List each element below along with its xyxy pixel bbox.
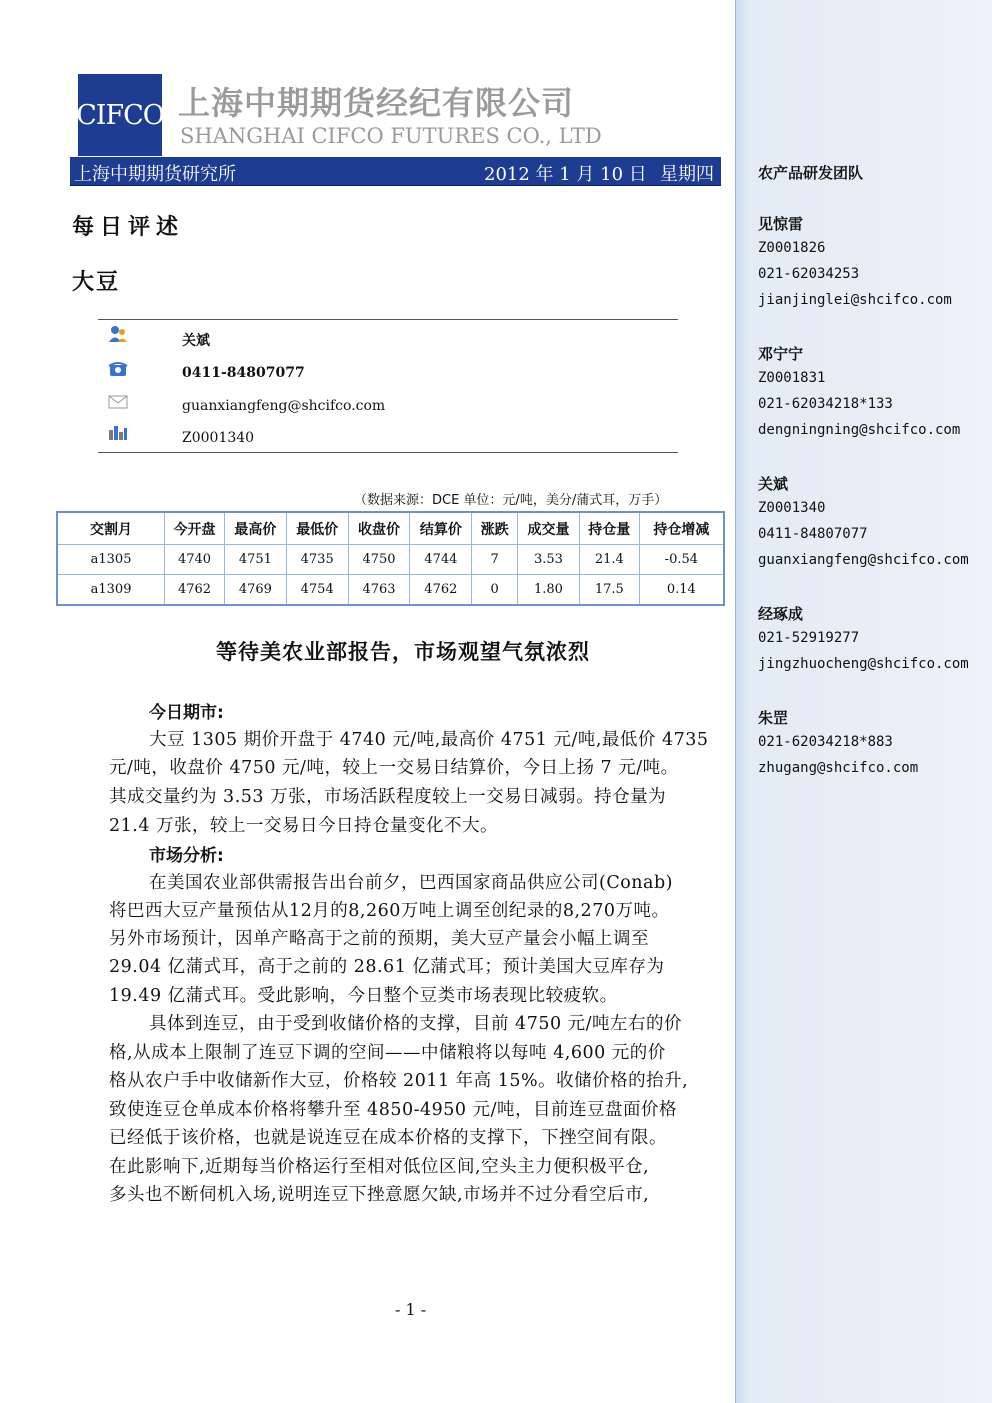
company-name-cn: 上海中期期货经纪有限公司 (178, 84, 575, 122)
license-icon (108, 424, 128, 440)
report-date: 2012 年 1 月 10 日 (484, 164, 647, 185)
table-cell: 4744 (410, 545, 472, 575)
team-member-phone: 021-62034218*133 (758, 396, 893, 412)
paragraph-line: 致使连豆仓单成本价格将攀升至 4850-4950 元/吨，目前连豆盘面价格 (109, 1100, 678, 1120)
table-cell: 4769 (224, 575, 286, 606)
table-cell: 3.53 (518, 545, 580, 575)
table-cell: 0.14 (639, 575, 724, 606)
table-cell: 4740 (165, 545, 225, 575)
paragraph-line: 具体到连豆，由于受到收储价格的支撑，目前 4750 元/吨左右的价 (149, 1014, 683, 1034)
table-cell: a1305 (57, 545, 165, 575)
team-member-name: 经琢成 (758, 605, 804, 623)
paragraph-line: 多头也不断伺机入场,说明连豆下挫意愿欠缺,市场并不过分看空后市, (109, 1185, 650, 1205)
paragraph-line: 格,从成本上限制了连豆下调的空间——中储粮将以每吨 4,600 元的价 (109, 1043, 666, 1063)
team-member-email[interactable]: guanxiangfeng@shcifco.com (758, 552, 969, 568)
table-header: 成交量 (518, 512, 580, 545)
table-row (57, 545, 724, 575)
team-member-phone: 021-62034218*883 (758, 734, 893, 750)
table-header-row (57, 512, 724, 545)
table-cell: 4735 (286, 545, 348, 575)
team-member-license: Z0001826 (758, 240, 826, 256)
paragraph-line: 19.49 亿蒲式耳。受此影响，今日整个豆类市场表现比较疲软。 (109, 986, 618, 1006)
team-member-email[interactable]: zhugang@shcifco.com (758, 760, 919, 776)
table-header: 持仓增减 (639, 512, 724, 545)
section-label-today: 今日期市: (149, 703, 224, 723)
table-cell: 7 (472, 545, 518, 575)
team-member-email[interactable]: jingzhuocheng@shcifco.com (758, 656, 969, 672)
table-cell: 4754 (286, 575, 348, 606)
table-header: 结算价 (410, 512, 472, 545)
article-headline: 等待美农业部报告，市场观望气氛浓烈 (216, 640, 590, 664)
table-cell: a1309 (57, 575, 165, 606)
paragraph-line: 21.4 万张，较上一交易日今日持仓量变化不大。 (109, 816, 499, 836)
table-cell: 4751 (224, 545, 286, 575)
table-cell: 21.4 (579, 545, 639, 575)
table-cell: 4750 (348, 545, 410, 575)
team-member-phone: 021-52919277 (758, 630, 860, 646)
research-team-sidebar (735, 0, 992, 1403)
team-member-phone: 0411-84807077 (758, 526, 868, 542)
company-name-en: SHANGHAI CIFCO FUTURES CO., LTD (180, 124, 602, 148)
contact-license: Z0001340 (182, 430, 255, 446)
data-source-note: （数据来源：DCE 单位：元/吨，美分/蒲式耳，万手） (354, 493, 668, 508)
paragraph-line: 格从农户手中收储新作大豆，价格较 2011 年高 15%。收储价格的抬升, (109, 1071, 689, 1091)
paragraph-line: 在美国农业部供需报告出台前夕，巴西国家商品供应公司(Conab) (149, 873, 673, 893)
contact-card-top-rule (98, 319, 678, 320)
team-member-email[interactable]: dengningning@shcifco.com (758, 422, 961, 438)
company-logo (78, 74, 162, 156)
table-header: 最低价 (286, 512, 348, 545)
contact-phone: 0411-84807077 (182, 365, 305, 381)
team-member-license: Z0001340 (758, 500, 826, 516)
table-cell: 4763 (348, 575, 410, 606)
report-title: 每日评述 (72, 214, 185, 240)
team-member-email[interactable]: jianjinglei@shcifco.com (758, 292, 952, 308)
team-member-license: Z0001831 (758, 370, 826, 386)
paragraph-line: 其成交量约为 3.53 万张，市场活跃程度较上一交易日减弱。持仓量为 (109, 787, 667, 807)
report-weekday: 星期四 (660, 164, 714, 185)
paragraph-line: 在此影响下,近期每当价格运行至相对低位区间,空头主力便积极平仓, (109, 1157, 650, 1177)
table-header: 今开盘 (165, 512, 225, 545)
logo-text: CIFCO (76, 99, 164, 131)
table-header: 涨跌 (472, 512, 518, 545)
table-cell: 17.5 (579, 575, 639, 606)
team-member-name: 关斌 (758, 475, 789, 493)
paragraph-line: 将巴西大豆产量预估从12月的8,260万吨上调至创纪录的8,270万吨。 (109, 901, 670, 921)
table-header: 持仓量 (579, 512, 639, 545)
section-label-analysis: 市场分析: (149, 846, 224, 866)
header-bar (70, 157, 721, 186)
email-icon (108, 394, 128, 410)
institute-name: 上海中期期货研究所 (74, 164, 236, 185)
team-member-phone: 021-62034253 (758, 266, 860, 282)
team-member-name: 朱罡 (758, 709, 789, 727)
contact-name: 关斌 (182, 333, 210, 349)
page-number: - 1 - (395, 1300, 427, 1319)
team-member-name: 见惊雷 (758, 215, 804, 233)
paragraph-line: 另外市场预计，因单产略高于之前的预期，美大豆产量会小幅上调至 (109, 929, 649, 949)
table-header: 交割月 (57, 512, 165, 545)
table-cell: 4762 (410, 575, 472, 606)
table-cell: 4762 (165, 575, 225, 606)
table-cell: 0 (472, 575, 518, 606)
table-header: 最高价 (224, 512, 286, 545)
table-header: 收盘价 (348, 512, 410, 545)
sidebar-title: 农产品研发团队 (758, 164, 864, 182)
paragraph-line: 已经低于该价格，也就是说连豆在成本价格的支撑下，下挫空间有限。 (109, 1128, 667, 1148)
contact-card-bottom-rule (98, 452, 678, 453)
person-icon (108, 324, 128, 344)
quotes-table (56, 511, 725, 606)
team-member-name: 邓宁宁 (758, 345, 804, 363)
table-cell: -0.54 (639, 545, 724, 575)
paragraph-line: 29.04 亿蒲式耳，高于之前的 28.61 亿蒲式耳；预计美国大豆库存为 (109, 957, 665, 977)
paragraph-line: 大豆 1305 期价开盘于 4740 元/吨,最高价 4751 元/吨,最低价 4735 (149, 730, 709, 750)
paragraph-line: 元/吨，收盘价 4750 元/吨，较上一交易日结算价，今日上扬 7 元/吨。 (109, 758, 679, 778)
contact-email[interactable]: guanxiangfeng@shcifco.com (182, 398, 386, 414)
commodity-name: 大豆 (72, 269, 121, 295)
phone-icon (108, 360, 128, 378)
table-cell: 1.80 (518, 575, 580, 606)
table-row (57, 575, 724, 606)
